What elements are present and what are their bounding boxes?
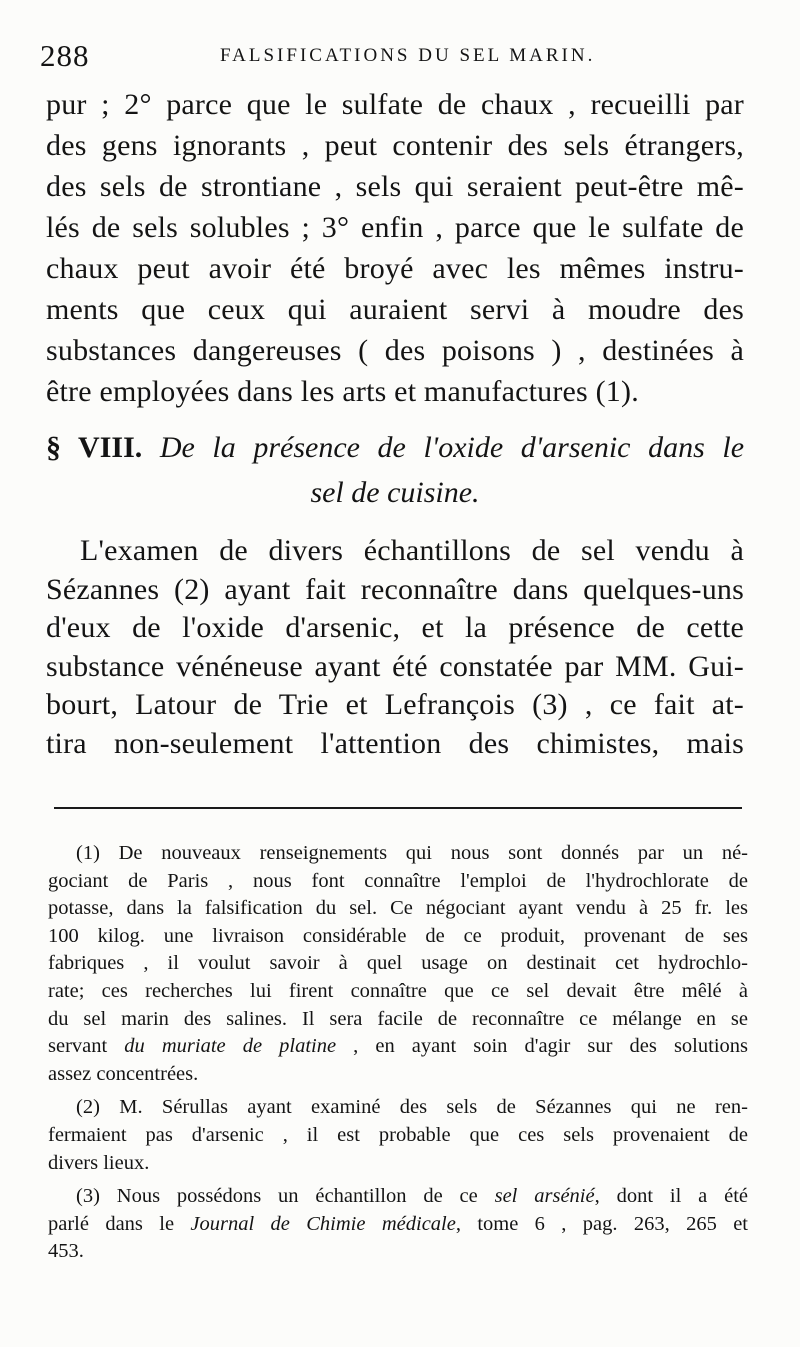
section-title-part: De la présence de l'oxide d'arsenic dans le	[159, 431, 745, 464]
footnote-line	[48, 1033, 748, 1061]
text-line: chaux peut avoir été broyé avec les mêmes instru-	[46, 252, 744, 285]
footnote-line: fabriques , il voulut savoir à quel usage on destinait cet hydrochlo-	[48, 952, 748, 975]
text-line: bourt, Latour de Trie et Lefrançois (3) , ce fait at-	[46, 688, 744, 721]
footnote-text: (3) Nous possédons un échantillon de ce	[76, 1185, 495, 1208]
footnote-line: rate; ces recherches lui firent connaître que ce sel devait être mêlé à	[48, 979, 748, 1002]
text-line: être employées dans les arts et manufactures (1).	[46, 375, 639, 408]
footnote-line: fermaient pas d'arsenic , il est probable que ces sels provenaient de	[48, 1123, 748, 1146]
footnote-line	[48, 1183, 748, 1211]
text-line: substance vénéneuse ayant été constatée par MM. Gui-	[46, 649, 744, 683]
paragraph-arsenic	[46, 532, 744, 763]
running-head: FALSIFICATIONS DU SEL MARIN.	[220, 45, 596, 66]
footnote-line: gociant de Paris , nous font connaître l'emploi de l'hydrochlorate de	[48, 869, 748, 892]
text-line: L'examen de divers échantillons de sel vendu à	[80, 534, 744, 567]
footnote-line: divers lieux.	[48, 1151, 150, 1174]
footnote-text: servant	[48, 1035, 125, 1058]
text-line: substances dangereuses ( des poisons ) , destinées à	[46, 334, 744, 367]
footnotes	[48, 840, 748, 1266]
footnote-text: parlé dans le	[48, 1212, 191, 1235]
section-label: § VIII.	[46, 431, 143, 464]
text-line: Sézannes (2) ayant fait reconnaître dans quelques-uns	[46, 572, 744, 606]
text-line: des gens ignorants , peut contenir des sels étrangers,	[46, 129, 744, 162]
footnote-line	[48, 1211, 748, 1239]
footnote-line: 100 kilog. une livraison considérable de ce produit, provenant de ses	[48, 924, 748, 947]
section-title-part: sel de cuisine.	[310, 476, 480, 509]
footnote-italic: Journal de Chimie médicale	[190, 1212, 456, 1235]
footnote-line: (2) M. Sérullas ayant examiné des sels de Sézannes qui ne ren-	[76, 1096, 748, 1119]
footnote-text: , en ayant soin d'agir sur des solutions	[336, 1035, 748, 1058]
paragraph-continuation	[46, 84, 744, 412]
text-line: pur ; 2° parce que le sulfate de chaux , recueilli par	[46, 88, 744, 121]
footnote-line: potasse, dans la falsification du sel. Ce négociant ayant vendu à 25 fr. les	[48, 897, 748, 920]
page-header	[40, 38, 760, 73]
footnote-line: du sel marin des salines. Il sera facile de reconnaître ce mélange en se	[48, 1007, 748, 1030]
section-heading	[46, 425, 744, 515]
section-heading-line	[46, 425, 744, 471]
text-line: tira non-seulement l'attention des chimistes, mais	[46, 726, 744, 760]
footnote-line: 453.	[48, 1240, 84, 1263]
footnote-text: , dont il a été	[594, 1185, 748, 1208]
footnote-italic: sel arsénié	[494, 1185, 595, 1208]
footnote-line: assez concentrées.	[48, 1062, 199, 1085]
footnote-divider	[54, 807, 742, 809]
text-line: ments que ceux qui auraient servi à moudre des	[46, 293, 744, 326]
text-line: lés de sels solubles ; 3° enfin , parce que le sulfate de	[46, 211, 744, 244]
footnote-line: (1) De nouveaux renseignements qui nous sont donnés par un né-	[76, 842, 748, 864]
text-line: d'eux de l'oxide d'arsenic, et la présence de cette	[46, 611, 744, 644]
footnote-text: , tome 6 , pag. 263, 265 et	[455, 1212, 748, 1235]
page-number: 288	[40, 38, 90, 73]
footnote-italic: du muriate de platine	[124, 1035, 337, 1058]
text-line: des sels de strontiane , sels qui seraient peut-être mê-	[46, 170, 744, 203]
